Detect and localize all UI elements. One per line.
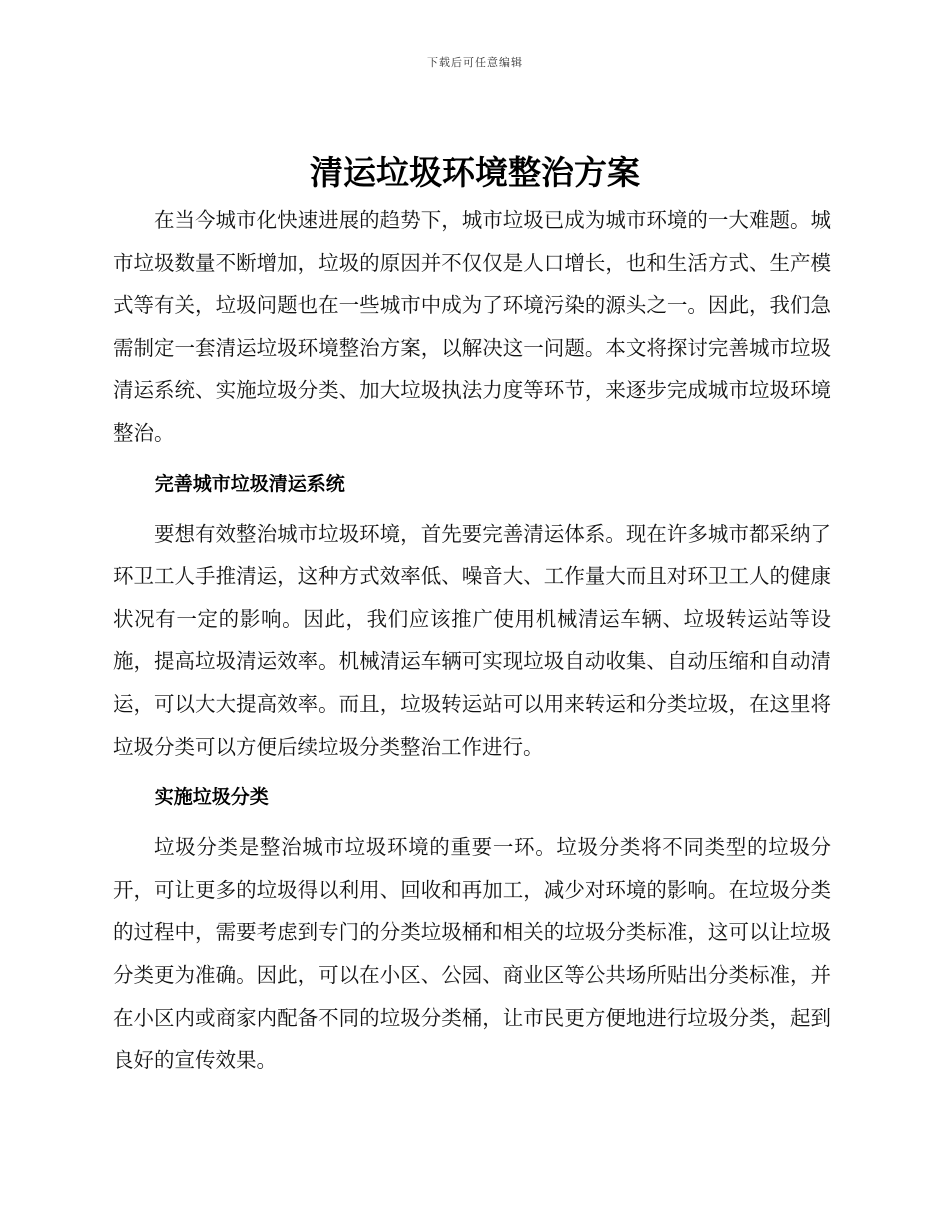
header-note: 下载后可任意编辑 [427,56,523,69]
section-heading-sorting: 实施垃圾分类 [154,786,269,809]
intro-paragraph: 在当今城市化快速进展的趋势下，城市垃圾已成为城市环境的一大难题。城市垃圾数量不断增加，垃圾的原因并不仅仅是人口增长，也和生活方式、生产模式等有关，垃圾问题也在一些城市中成为了环境污染的源头之一。因此，我们急需制定一套清运垃圾环境整治方案，以解决这一问题。本文将探讨完善城市垃圾清运系统、实施垃圾分类、加大垃圾执法力度等环节，来逐步完成城市垃圾环境整治。 [113,208,831,445]
section-heading-cleanup-system: 完善城市垃圾清运系统 [154,472,345,495]
document-title: 清运垃圾环境整治方案 [310,153,640,192]
section-paragraph-sorting: 垃圾分类是整治城市垃圾环境的重要一环。垃圾分类将不同类型的垃圾分开，可让更多的垃圾得以利用、回收和再加工，减少对环境的影响。在垃圾分类的过程中，需要考虑到专门的分类垃圾桶和相关的垃圾分类标准，这可以让垃圾分类更为准确。因此，可以在小区、公园、商业区等公共场所贴出分类标准，并在小区内或商家内配备不同的垃圾分类桶，让市民更方便地进行垃圾分类，起到良好的宣传效果。 [113,835,831,1073]
document-body [113,199,831,1082]
section-paragraph-cleanup-system: 要想有效整治城市垃圾环境，首先要完善清运体系。现在许多城市都采纳了环卫工人手推清运，这种方式效率低、噪音大、工作量大而且对环卫工人的健康状况有一定的影响。因此，我们应该推广使用机械清运车辆、垃圾转运站等设施，提高垃圾清运效率。机械清运车辆可实现垃圾自动收集、自动压缩和自动清运，可以大大提高效率。而且，垃圾转运站可以用来转运和分类垃圾，在这里将垃圾分类可以方便后续垃圾分类整治工作进行。 [113,521,831,759]
